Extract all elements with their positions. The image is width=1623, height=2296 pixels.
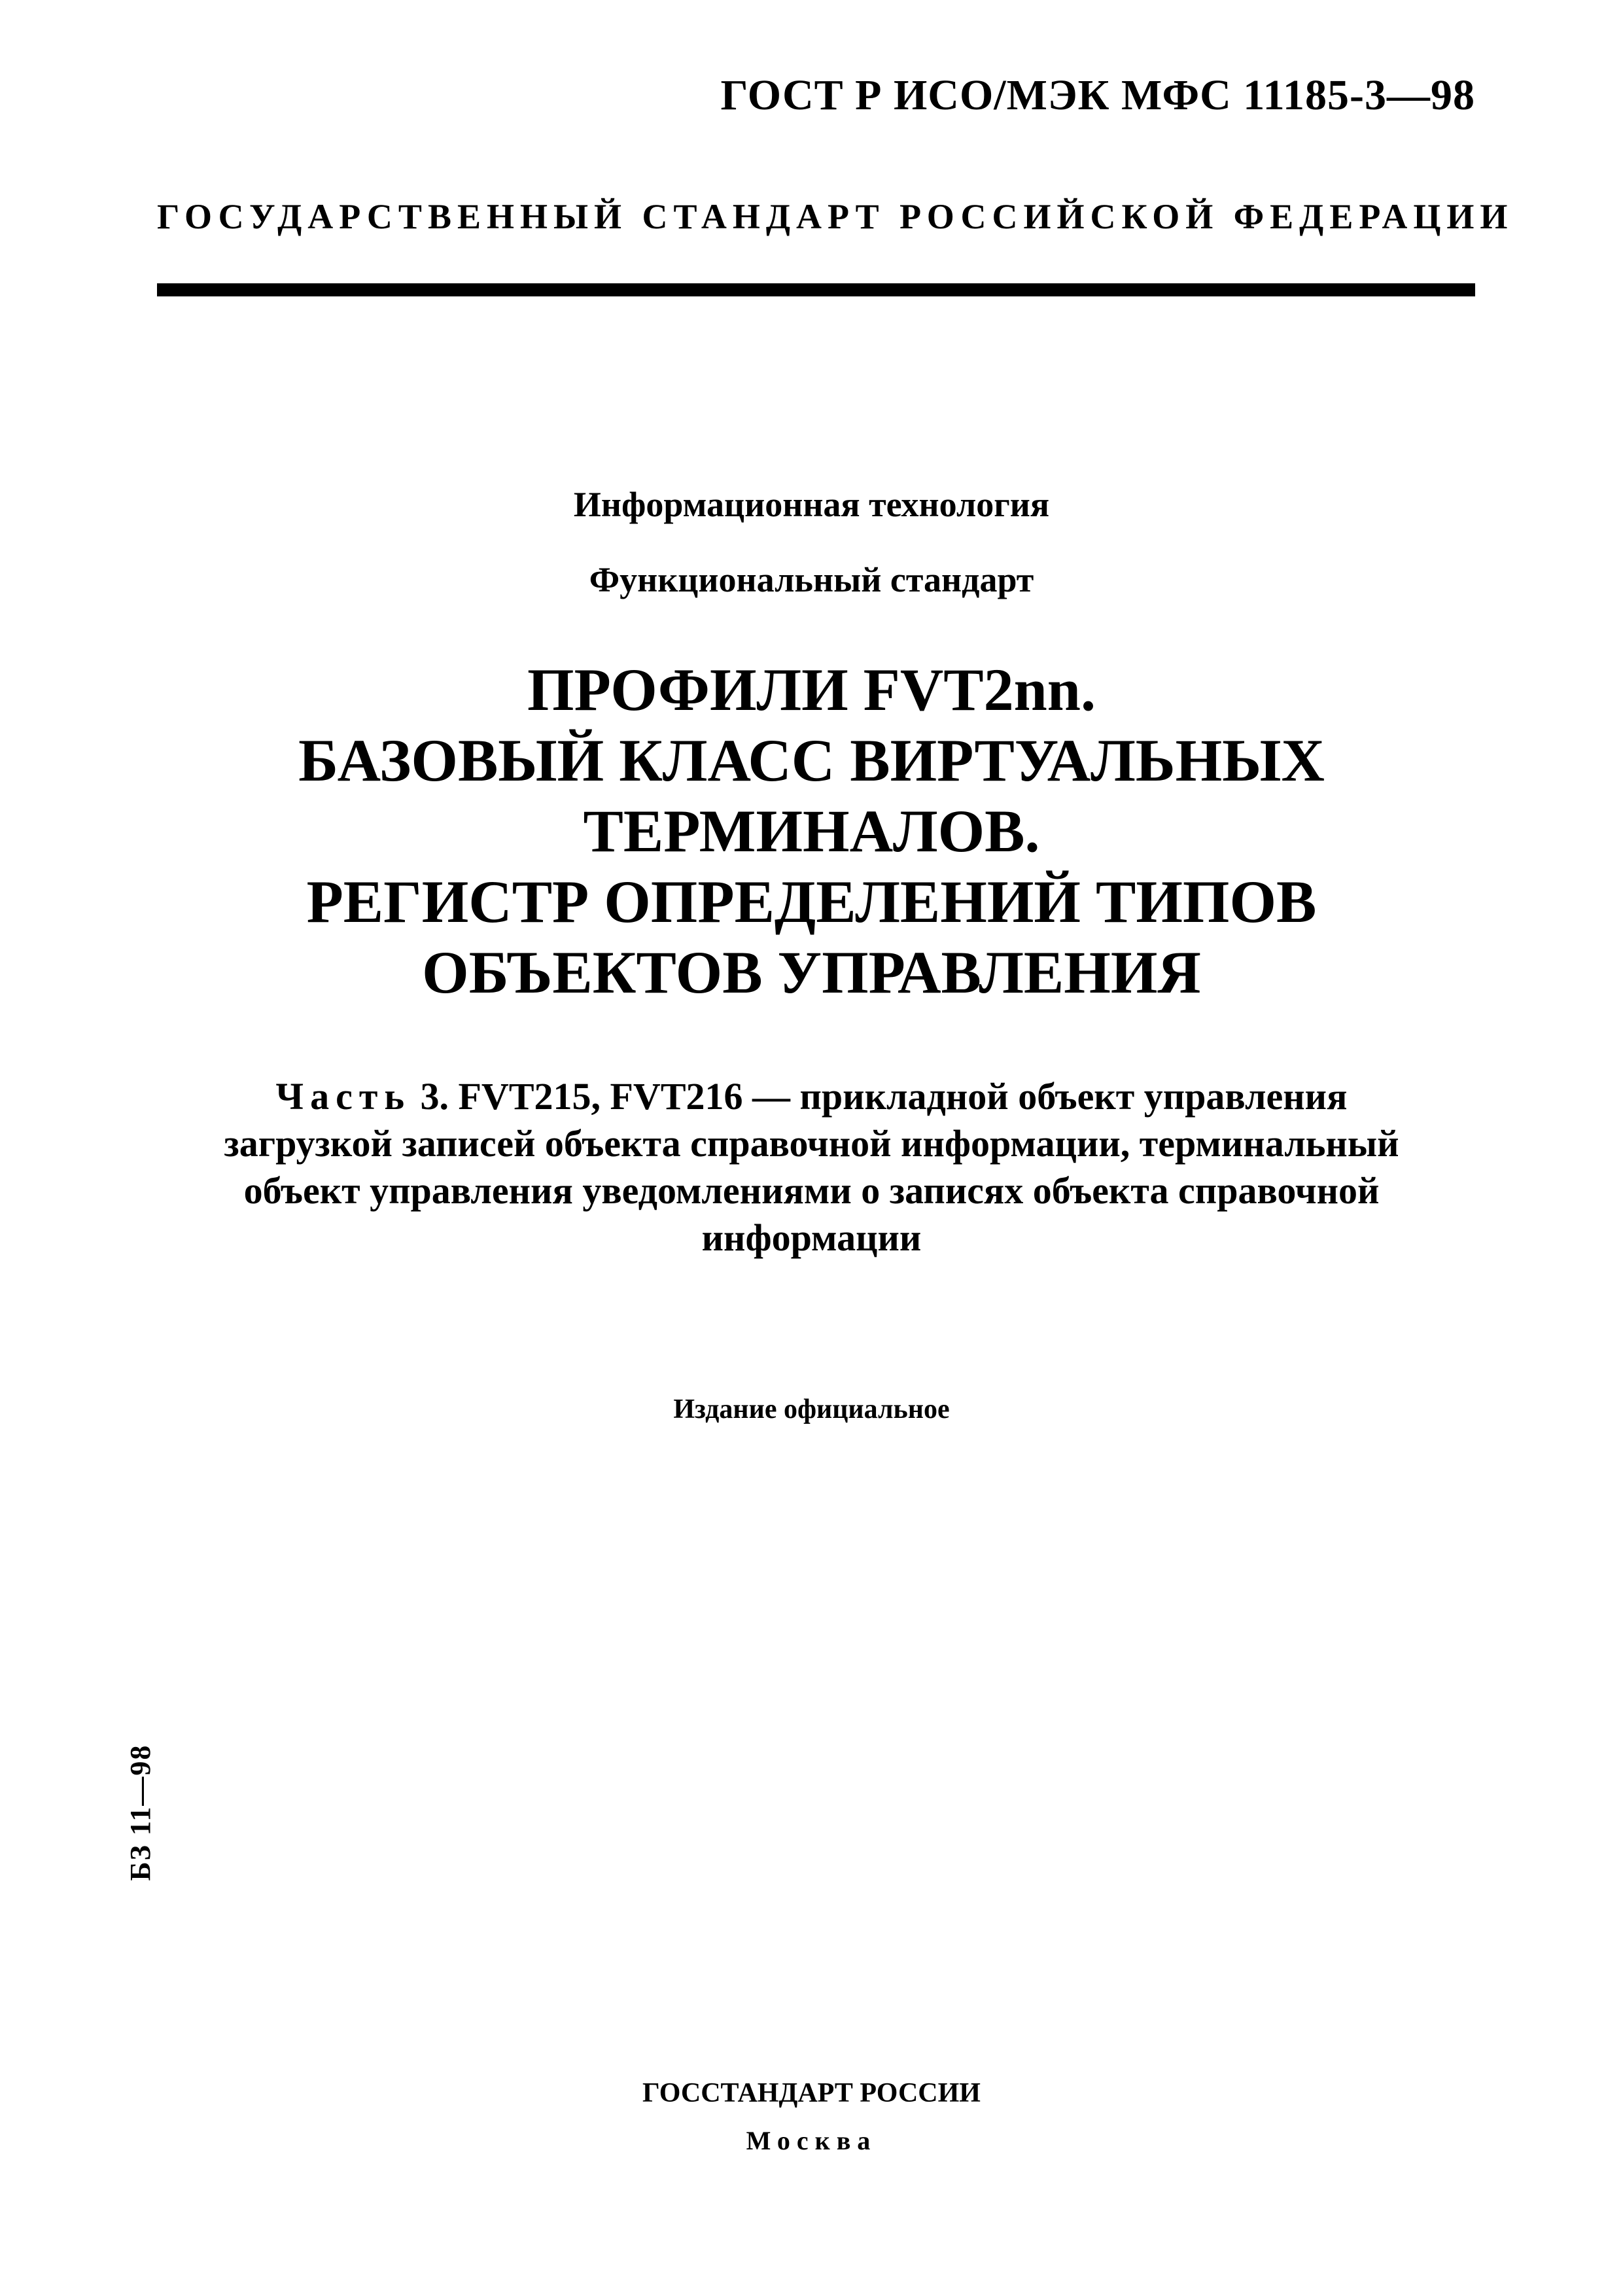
document-title	[0, 654, 1623, 1008]
title-line: ОБЪЕКТОВ УПРАВЛЕНИЯ	[422, 939, 1201, 1006]
subject-line-1: Информационная технология	[573, 485, 1050, 524]
header-rule	[157, 283, 1475, 296]
title-line: БАЗОВЫЙ КЛАСС ВИРТУАЛЬНЫХ	[298, 727, 1325, 794]
title-line: ПРОФИЛИ FVT2nn.	[527, 656, 1096, 723]
side-code: БЗ 11—98	[124, 1744, 156, 1881]
part-line-1-rest: 3. FVT215, FVT216 — прикладной объект управления	[411, 1075, 1348, 1118]
state-standard-heading: ГОСУДАРСТВЕННЫЙ СТАНДАРТ РОССИЙСКОЙ ФЕДЕРАЦИИ	[157, 197, 1514, 236]
part-line-4: информации	[701, 1216, 922, 1259]
edition-note: Издание официальное	[673, 1394, 950, 1424]
document-number: ГОСТ Р ИСО/МЭК МФС 11185-3—98	[720, 71, 1475, 119]
subject-line-2: Функциональный стандарт	[589, 560, 1034, 599]
city: Москва	[746, 2126, 877, 2155]
part-description	[0, 1073, 1623, 1262]
title-line: РЕГИСТР ОПРЕДЕЛЕНИЙ ТИПОВ	[306, 868, 1317, 935]
part-line-1	[0, 1073, 1623, 1120]
publisher: ГОССТАНДАРТ РОССИИ	[642, 2078, 981, 2108]
part-word: Часть	[275, 1075, 411, 1118]
title-line: ТЕРМИНАЛОВ.	[583, 798, 1040, 864]
part-line-2: загрузкой записей объекта справочной информации, терминальный	[224, 1122, 1399, 1165]
part-line-3: объект управления уведомлениями о записях объекта справочной	[243, 1169, 1380, 1212]
